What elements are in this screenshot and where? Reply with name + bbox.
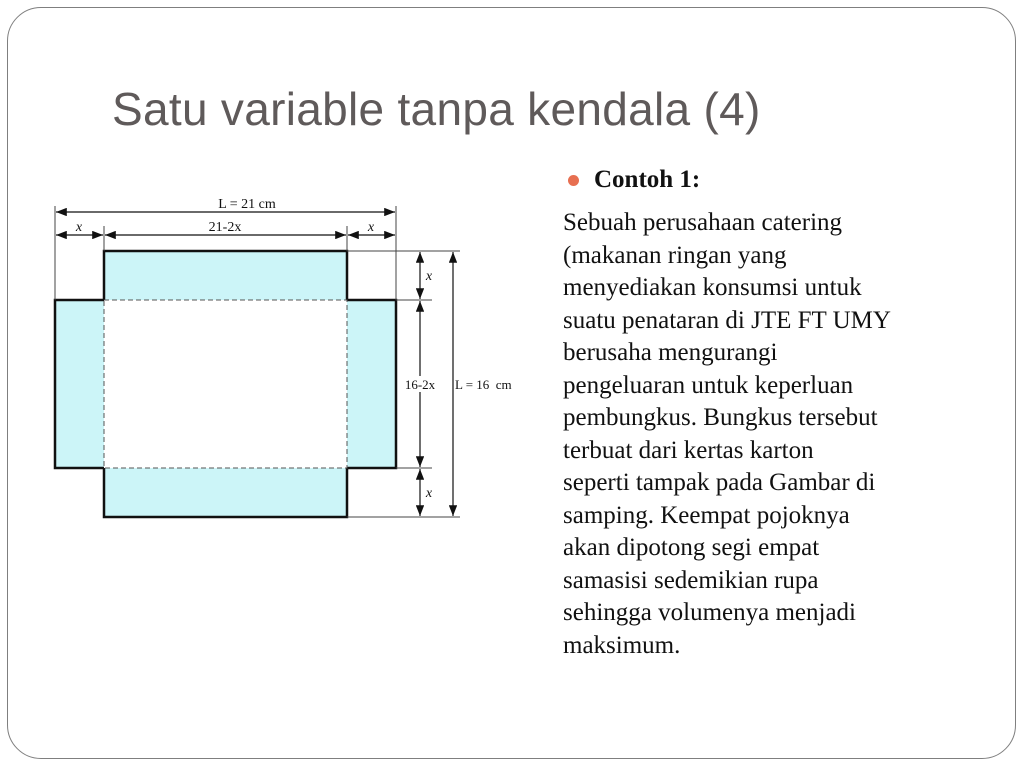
body-line: maksimum. — [563, 631, 681, 659]
body-line: terbuat dari kertas karton — [563, 436, 814, 464]
body-line: suatu penataran di JTE FT UMY — [563, 306, 891, 334]
body-line: pengeluaran untuk keperluan — [563, 371, 854, 399]
bottom-cut-label: x — [425, 486, 433, 501]
bullet-item — [568, 166, 700, 194]
body-line: seperti tampak pada Gambar di — [563, 469, 876, 496]
body-line: samping. Keempat pojoknya — [563, 501, 850, 529]
slide-title: Satu variable tanpa kendala (4) — [112, 83, 761, 135]
total-height-label: L = 16 cm — [455, 377, 512, 392]
body-line: menyediakan konsumsi untuk — [563, 274, 862, 301]
total-width-label: L = 21 cm — [218, 197, 276, 212]
body-line: akan dipotong segi empat — [563, 534, 820, 561]
body-line: sehingga volumenya menjadi — [563, 599, 856, 626]
bullet-heading: Contoh 1: — [594, 166, 701, 193]
left-cut-label: x — [75, 220, 83, 235]
bullet-dot-icon — [568, 175, 579, 186]
top-cut-label: x — [425, 269, 433, 284]
problem-description — [563, 207, 978, 662]
middle-width-label: 21-2x — [208, 220, 242, 235]
right-cut-label: x — [367, 220, 375, 235]
base-area — [104, 300, 347, 468]
middle-height-label: 16-2x — [404, 377, 436, 392]
body-line: berusaha mengurangi — [563, 339, 778, 366]
body-line: Sebuah perusahaan catering — [563, 209, 843, 236]
box-net-diagram — [40, 180, 540, 530]
body-line: samasisi sedemikian rupa — [563, 566, 819, 594]
body-line: (makanan ringan yang — [563, 241, 787, 269]
body-line: pembungkus. Bungkus tersebut — [563, 404, 878, 431]
